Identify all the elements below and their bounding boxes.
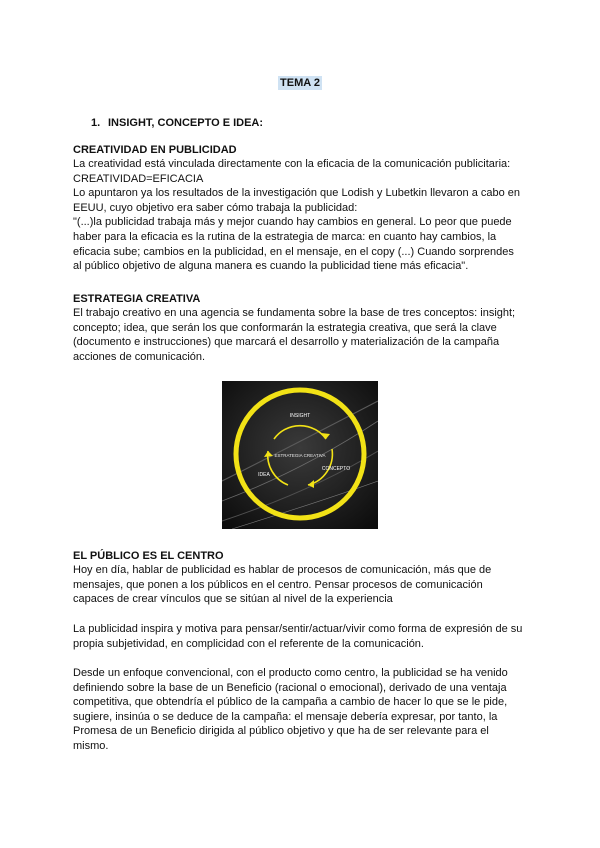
estrategia-heading: ESTRATEGIA CREATIVA [73,293,201,305]
creatividad-line: haber para la eficacia es la rutina de la estrategia de marca: en cuanto hay cambios, la [73,230,497,243]
publico-paragraph-3 [73,666,543,754]
estrategia-line: El trabajo creativo en una agencia se fundamenta sobre la base de tres conceptos: insight; [73,307,516,319]
publico-line: mismo. [73,739,109,752]
publico-heading: EL PÚBLICO ES EL CENTRO [73,550,224,562]
section-heading-1 [91,117,263,129]
page-title [0,73,600,91]
publico-line: sugiere, insinúa o se deduce de la campaña: el mensaje debería expresar, por tanto, la [73,710,498,723]
creatividad-line: "(...)la publicidad trabaja más y mejor cuando hay cambios en general. Lo peor que puede [73,216,512,229]
label-concepto: CONCEPTO [321,466,351,472]
publico-section [73,549,543,607]
section-number: 1. [91,117,101,129]
label-insight: INSIGHT [289,413,311,419]
title-highlight: TEMA 2 [280,77,320,89]
strategy-cycle-image [222,381,378,529]
publico-line: definiendo sobre la base de un Beneficio (racional o emocional), derivado de una ventaja [73,681,507,694]
estrategia-line: acciones de comunicación. [73,350,206,363]
creatividad-line: al público objetivo de alguna manera es cuando la publicidad tiene más eficacia". [73,260,469,273]
creatividad-heading: CREATIVIDAD EN PUBLICIDAD [73,144,237,156]
creatividad-line: CREATIVIDAD=EFICACIA [73,172,204,185]
section-label: INSIGHT, CONCEPTO E IDEA: [108,117,264,129]
estrategia-line: (documento e instrucciones) que marcará el desarrollo y materialización de la campaña [73,336,500,349]
label-idea: IDEA [258,472,270,478]
creatividad-line: EEUU, cuyo objetivo era saber cómo trabaja la publicidad: [73,201,358,214]
publico-line: Promesa de un Beneficio dirigida al público objetivo y que ha de ser relevante para el [73,725,489,738]
creatividad-line: Lo apuntaron ya los resultados de la investigación que Lodish y Lubetkin llevaron a cabo en [73,187,521,200]
creatividad-section [73,143,543,274]
estrategia-section [73,292,543,364]
publico-line: Desde un enfoque convencional, con el producto como centro, la publicidad se ha venido [73,667,508,679]
publico-line: capaces de crear vínculos que se sitúan al nivel de la experiencia [73,593,393,606]
publico-paragraph-2 [73,622,543,651]
creatividad-line: eficacia sube; cambios en la publicidad, en el mensaje, en el copy (...) Cuando sorprendes [73,245,514,258]
label-estrategia: ESTRATEGIA CREATIVA [274,453,326,458]
estrategia-line: concepto; idea, que serán los que conformarán la estrategia creativa, que será la clave [73,321,497,334]
publico-line: La publicidad inspira y motiva para pensar/sentir/actuar/vivir como forma de expresión de su [73,623,523,635]
publico-line: Hoy en día, hablar de publicidad es hablar de procesos de comunicación, más que de [73,564,492,576]
strategy-cycle-graphic [222,381,378,529]
creatividad-line: La creatividad está vinculada directamente con la eficacia de la comunicación publicitaria: [73,158,511,170]
publico-line: mensajes, que ponen a los públicos en el centro. Pensar procesos de comunicación [73,578,483,591]
publico-line: propia subjetividad, en complicidad con el referente de la comunicación. [73,637,424,650]
publico-line: competitiva, que obtendría el público de la campaña a cambio de hacer lo que se le pide, [73,696,508,709]
